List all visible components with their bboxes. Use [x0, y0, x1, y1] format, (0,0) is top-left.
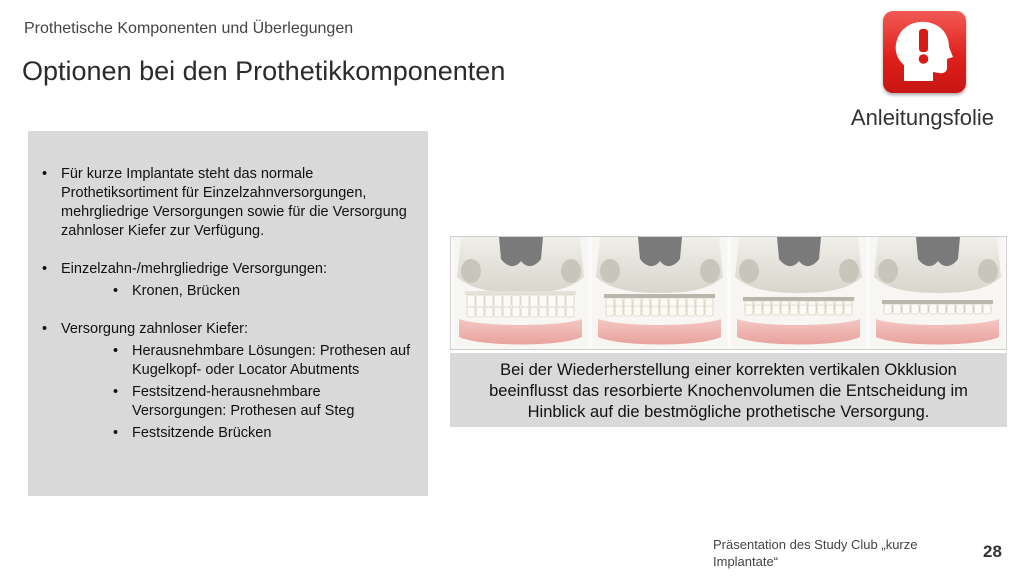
bullet-text: • Für kurze Implantate steht das normale Prothetiksortiment für Einzelzahnversorgungen, mehrgliedrige Versorgungen sowie für die Versorgung zahnloser Kiefer zur Verfügung. — [61, 166, 407, 239]
sub-bullet-list — [61, 342, 418, 443]
jaw-illustration — [870, 237, 1005, 349]
page-number: 28 — [983, 542, 1002, 561]
slide-title: Optionen bei den Prothetikkomponenten — [22, 56, 506, 86]
head-exclamation-icon — [883, 11, 966, 93]
sub-bullet-item: • Festsitzende Brücken — [61, 424, 418, 443]
teeth-illustration-strip — [450, 236, 1007, 350]
bullet-item — [42, 260, 418, 301]
section-title: Prothetische Komponenten und Überlegungen — [24, 20, 354, 37]
bullet-text: • Einzelzahn-/mehrgliedrige Versorgungen: — [61, 261, 327, 277]
sub-bullet-item: • Kronen, Brücken — [61, 282, 418, 301]
jaw-illustration — [592, 237, 727, 349]
caption-line: Hinblick auf die bestmögliche prothetische Versorgung. — [527, 403, 930, 421]
jaw-illustration — [731, 237, 866, 349]
bullet-list — [42, 165, 418, 462]
jaw-illustration — [453, 237, 588, 349]
sub-bullet-item: • Herausnehmbare Lösungen: Prothesen auf Kugelkopf- oder Locator Abutments — [61, 342, 418, 380]
caption-line: Bei der Wiederherstellung einer korrekten vertikalen Okklusion — [500, 361, 957, 379]
bullet-item — [42, 320, 418, 443]
badge-label: Anleitungsfolie — [850, 105, 994, 130]
sub-bullet-list — [61, 282, 418, 301]
bullet-item — [42, 165, 418, 241]
bullet-text: • Versorgung zahnloser Kiefer: — [61, 321, 248, 337]
sub-bullet-item: • Festsitzend-herausnehmbare Versorgungen: Prothesen auf Steg — [61, 383, 418, 421]
footer-text: Präsentation des Study Club „kurze Implantate“ — [713, 537, 918, 569]
bullet-panel — [28, 131, 428, 496]
caption-line: beeinflusst das resorbierte Knochenvolumen die Entscheidung im — [489, 382, 968, 400]
caption-box — [450, 353, 1007, 427]
